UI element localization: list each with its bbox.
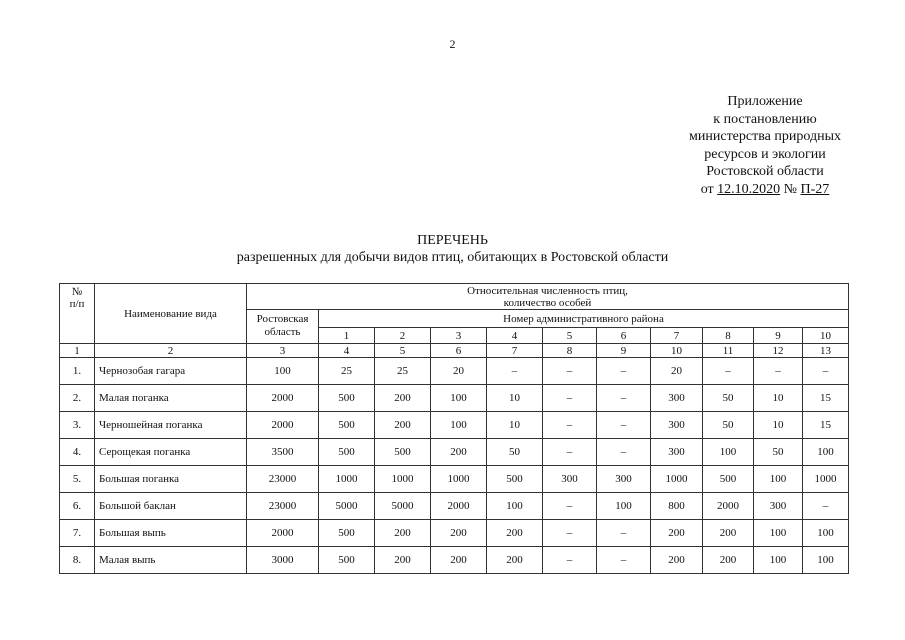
district-count: – — [703, 358, 754, 385]
species-name: Большая выпь — [95, 520, 247, 547]
district-count: 1000 — [651, 466, 703, 493]
appendix-block — [640, 93, 890, 198]
district-count: 10 — [754, 385, 803, 412]
district-count: – — [543, 439, 597, 466]
district-count: 500 — [703, 466, 754, 493]
decree-number: П-27 — [800, 181, 830, 197]
page-number: 2 — [449, 37, 456, 51]
table-row — [60, 385, 849, 412]
column-index: 12 — [754, 344, 803, 358]
district-count: 200 — [651, 520, 703, 547]
header-species-name: Наименование вида — [95, 284, 247, 344]
table-row — [60, 520, 849, 547]
number-sign: № — [780, 181, 801, 197]
region-count: 3000 — [247, 547, 319, 574]
district-count: 25 — [319, 358, 375, 385]
appendix-line: к постановлению — [713, 111, 817, 127]
district-count: – — [543, 547, 597, 574]
row-number: 4. — [60, 439, 95, 466]
district-count: 200 — [375, 547, 431, 574]
column-index: 11 — [703, 344, 754, 358]
district-count: 10 — [487, 385, 543, 412]
district-count: 50 — [703, 412, 754, 439]
district-count: 100 — [754, 466, 803, 493]
district-count: 10 — [487, 412, 543, 439]
district-count: 500 — [487, 466, 543, 493]
district-count: 10 — [754, 412, 803, 439]
appendix-line: Приложение — [727, 94, 803, 109]
district-count: 200 — [703, 547, 754, 574]
district-count: – — [543, 385, 597, 412]
column-index: 7 — [487, 344, 543, 358]
district-count: 800 — [651, 493, 703, 520]
species-table — [59, 283, 849, 574]
district-count: 300 — [597, 466, 651, 493]
row-number: 3. — [60, 412, 95, 439]
region-count: 2000 — [247, 385, 319, 412]
title-subheading: разрешенных для добычи видов птиц, обитающих в Ростовской области — [236, 250, 669, 265]
district-count: 5000 — [319, 493, 375, 520]
column-index: 5 — [375, 344, 431, 358]
row-number: 1. — [60, 358, 95, 385]
district-count: 200 — [375, 385, 431, 412]
date-prefix: от — [700, 181, 718, 197]
header-districts: Номер административного района — [319, 310, 849, 328]
district-count: 200 — [487, 520, 543, 547]
district-count: 50 — [754, 439, 803, 466]
row-number: 5. — [60, 466, 95, 493]
district-count: 25 — [375, 358, 431, 385]
district-count: 100 — [803, 439, 849, 466]
row-number: 2. — [60, 385, 95, 412]
header-abundance-line: количество особей — [503, 296, 592, 309]
district-count: 300 — [543, 466, 597, 493]
district-number: 3 — [431, 328, 487, 344]
district-count: – — [487, 358, 543, 385]
district-count: 1000 — [803, 466, 849, 493]
district-count: – — [597, 412, 651, 439]
title-heading: ПЕРЕЧЕНЬ — [417, 233, 488, 248]
header-no: № п/п — [60, 284, 95, 344]
district-count: 200 — [651, 547, 703, 574]
species-name: Чернозобая гагара — [95, 358, 247, 385]
district-count: 50 — [487, 439, 543, 466]
appendix-line: ресурсов и экологии — [704, 146, 826, 162]
appendix-date-line — [640, 181, 890, 199]
district-count: 500 — [319, 412, 375, 439]
region-count: 2000 — [247, 520, 319, 547]
district-count: 15 — [803, 412, 849, 439]
district-count: 100 — [803, 547, 849, 574]
district-count: 200 — [431, 520, 487, 547]
district-count: 1000 — [319, 466, 375, 493]
column-index: 3 — [247, 344, 319, 358]
column-index: 13 — [803, 344, 849, 358]
district-count: 200 — [703, 520, 754, 547]
district-number: 5 — [543, 328, 597, 344]
district-count: 1000 — [431, 466, 487, 493]
species-name: Черношейная поганка — [95, 412, 247, 439]
row-number: 8. — [60, 547, 95, 574]
district-count: 100 — [487, 493, 543, 520]
district-count: 300 — [651, 385, 703, 412]
district-count: 100 — [431, 385, 487, 412]
district-number: 6 — [597, 328, 651, 344]
region-count: 100 — [247, 358, 319, 385]
district-count: – — [597, 520, 651, 547]
document-title — [0, 232, 905, 266]
district-count: 300 — [754, 493, 803, 520]
district-count: 300 — [651, 439, 703, 466]
appendix-line: министерства природных — [689, 129, 841, 144]
row-number: 7. — [60, 520, 95, 547]
species-name: Малая выпь — [95, 547, 247, 574]
district-count: 100 — [703, 439, 754, 466]
district-count: 20 — [651, 358, 703, 385]
district-count: 2000 — [431, 493, 487, 520]
district-count: – — [754, 358, 803, 385]
table-row — [60, 358, 849, 385]
table-row — [60, 493, 849, 520]
district-count: 200 — [487, 547, 543, 574]
district-number: 4 — [487, 328, 543, 344]
district-count: 300 — [651, 412, 703, 439]
column-index: 9 — [597, 344, 651, 358]
district-count: 200 — [375, 412, 431, 439]
district-count: – — [543, 412, 597, 439]
header-abundance — [247, 284, 849, 310]
species-name: Малая поганка — [95, 385, 247, 412]
column-index: 4 — [319, 344, 375, 358]
district-count: 500 — [319, 520, 375, 547]
column-index: 8 — [543, 344, 597, 358]
district-count: – — [803, 493, 849, 520]
district-count: 5000 — [375, 493, 431, 520]
district-count: 100 — [803, 520, 849, 547]
district-number: 8 — [703, 328, 754, 344]
district-count: – — [543, 358, 597, 385]
district-number: 10 — [803, 328, 849, 344]
district-count: – — [597, 439, 651, 466]
species-name: Большой баклан — [95, 493, 247, 520]
table-row — [60, 547, 849, 574]
district-count: 100 — [754, 547, 803, 574]
district-count: – — [543, 493, 597, 520]
district-count: 500 — [319, 385, 375, 412]
district-count: – — [597, 547, 651, 574]
district-count: 20 — [431, 358, 487, 385]
district-count: 200 — [431, 547, 487, 574]
species-name: Серощекая поганка — [95, 439, 247, 466]
row-number: 6. — [60, 493, 95, 520]
district-count: 500 — [319, 439, 375, 466]
column-index: 10 — [651, 344, 703, 358]
district-count: – — [597, 385, 651, 412]
district-count: 1000 — [375, 466, 431, 493]
region-count: 2000 — [247, 412, 319, 439]
region-count: 23000 — [247, 493, 319, 520]
species-name: Большая поганка — [95, 466, 247, 493]
decree-date: 12.10.2020 — [717, 181, 781, 197]
district-count: 2000 — [703, 493, 754, 520]
column-index: 1 — [60, 344, 95, 358]
district-count: – — [543, 520, 597, 547]
table-row — [60, 466, 849, 493]
district-count: – — [597, 358, 651, 385]
district-count: 100 — [431, 412, 487, 439]
table-row — [60, 412, 849, 439]
region-count: 3500 — [247, 439, 319, 466]
district-count: 500 — [375, 439, 431, 466]
district-number: 7 — [651, 328, 703, 344]
district-count: – — [803, 358, 849, 385]
district-count: 200 — [375, 520, 431, 547]
district-number: 9 — [754, 328, 803, 344]
district-count: 200 — [431, 439, 487, 466]
district-count: 100 — [754, 520, 803, 547]
table-row — [60, 439, 849, 466]
appendix-line: Ростовской области — [706, 164, 824, 179]
district-number: 1 — [319, 328, 375, 344]
district-count: 500 — [319, 547, 375, 574]
district-count: 50 — [703, 385, 754, 412]
district-number: 2 — [375, 328, 431, 344]
column-index: 2 — [95, 344, 247, 358]
district-count: 100 — [597, 493, 651, 520]
header-region: Ростовская область — [247, 310, 319, 344]
header-abundance-line: Относительная численность птиц, — [467, 284, 628, 297]
column-index: 6 — [431, 344, 487, 358]
region-count: 23000 — [247, 466, 319, 493]
district-count: 15 — [803, 385, 849, 412]
